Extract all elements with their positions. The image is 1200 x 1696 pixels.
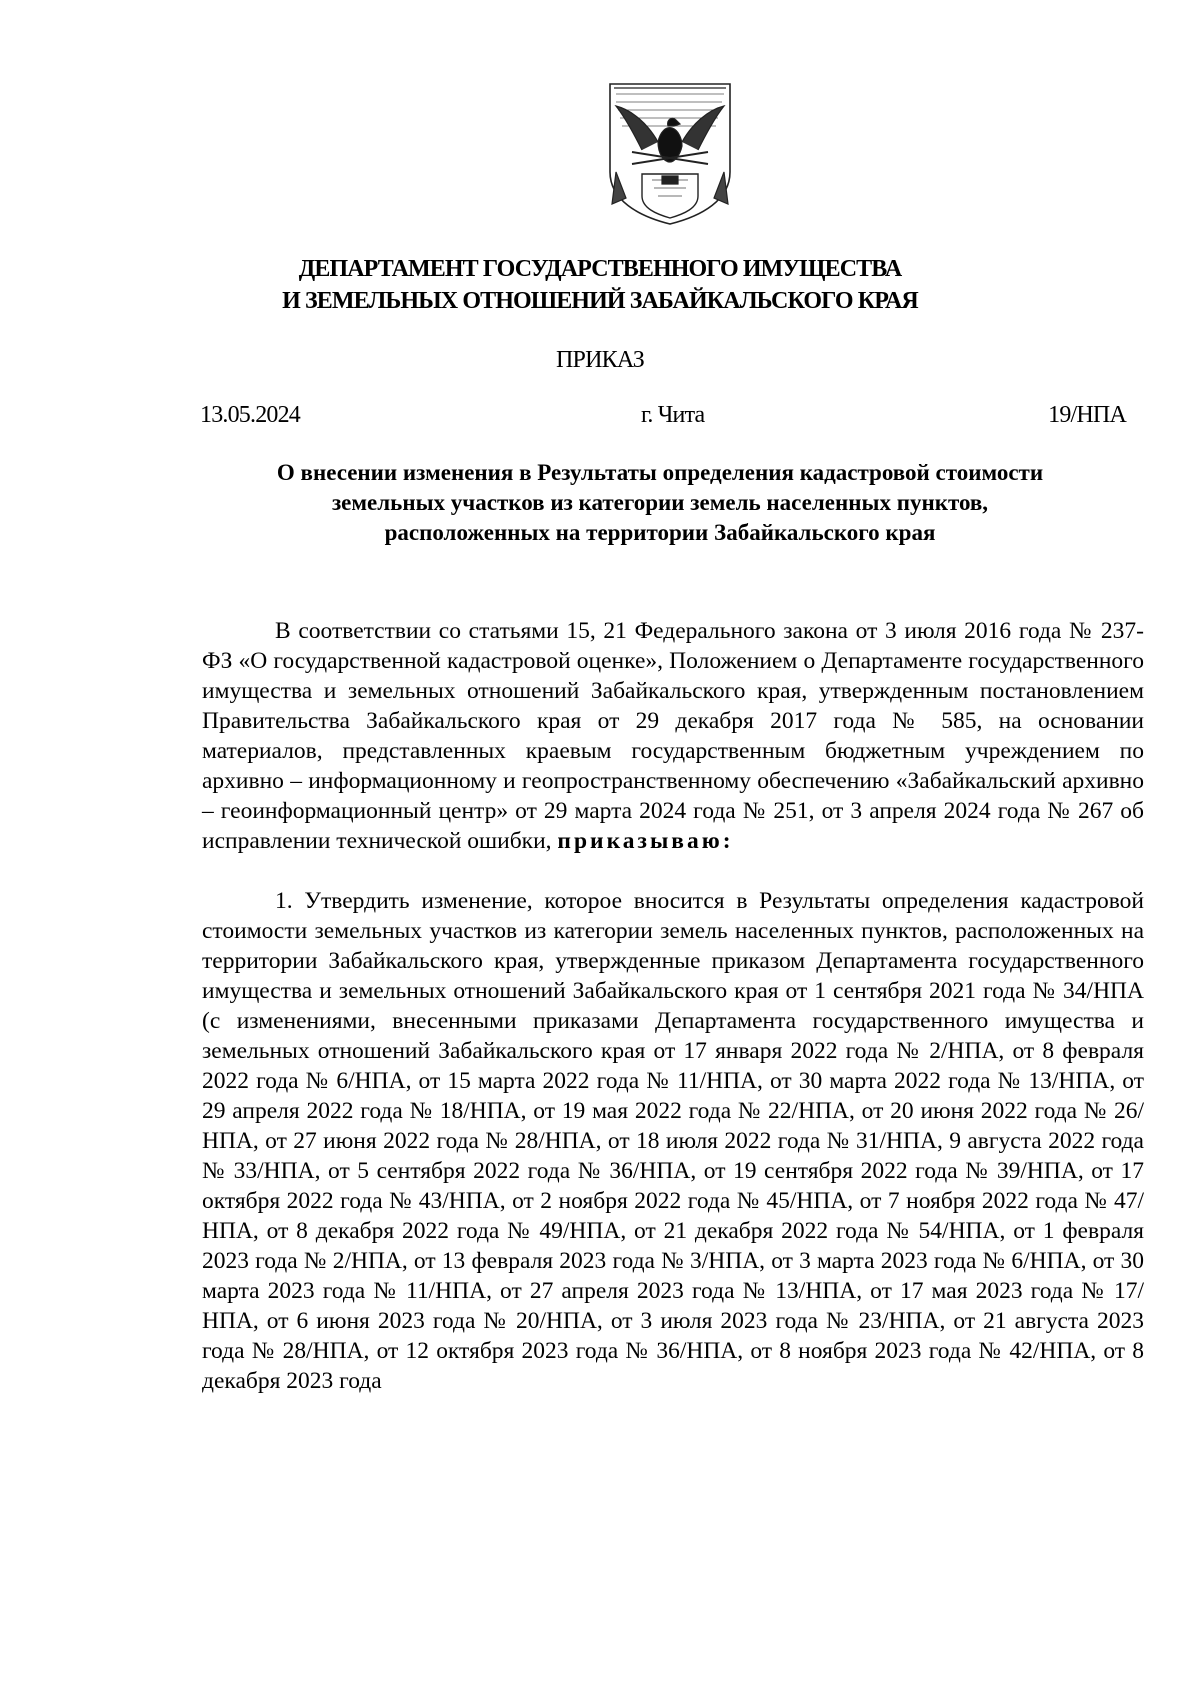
document-title: [180, 458, 1140, 548]
organization-name: [200, 253, 1000, 317]
document-body: [202, 616, 1144, 1396]
coat-of-arms-icon: [602, 80, 738, 226]
organization-line-1: ДЕПАРТАМЕНТ ГОСУДАРСТВЕННОГО ИМУЩЕСТВА: [298, 256, 902, 282]
title-line-1: О внесении изменения в Результаты определения кадастровой стоимости: [276, 460, 1044, 485]
preamble-paragraph: [202, 616, 1144, 856]
document-type: ПРИКАЗ: [556, 347, 644, 373]
order-keyword: приказываю:: [557, 828, 734, 854]
title-line-3: расположенных на территории Забайкальского края: [384, 520, 936, 545]
document-date: 13.05.2024: [200, 402, 301, 428]
organization-line-2: И ЗЕМЕЛЬНЫХ ОТНОШЕНИЙ ЗАБАЙКАЛЬСКОГО КРАЯ: [282, 288, 918, 314]
clause-1-paragraph: 1. Утвердить изменение, которое вносится в Результаты определения кадастровой стоимости земельных участков из категории земель населенных пунктов, расположенных на территории Забайкальского края, утвержденные приказом Департамента государственного имущества и земельных отношений Забайкальского края от 1 сентября 2021 года № 34/НПА (с изменениями, внесенными приказами Департамента государственного имущества и земельных отношений Забайкальского края от 17 января 2022 года № 2/НПА, от 8 февраля 2022 года № 6/НПА, от 15 марта 2022 года № 11/НПА, от 30 марта 2022 года № 13/НПА, от 29 апреля 2022 года № 18/НПА, от 19 мая 2022 года № 22/НПА, от 20 июня 2022 года № 26/НПА, от 27 июня 2022 года № 28/НПА, от 18 июля 2022 года № 31/НПА, 9 августа 2022 года № 33/НПА, от 5 сентября 2022 года № 36/НПА, от 19 сентября 2022 года № 39/НПА, от 17 октября 2022 года № 43/НПА, от 2 ноября 2022 года № 45/НПА, от 7 ноября 2022 года № 47/НПА, от 8 декабря 2022 года № 49/НПА, от 21 декабря 2022 года № 54/НПА, от 1 февраля 2023 года № 2/НПА, от 13 февраля 2023 года № 3/НПА, от 3 марта 2023 года № 6/НПА, от 30 марта 2023 года № 11/НПА, от 27 апреля 2023 года № 13/НПА, от 17 мая 2023 года № 17/НПА, от 6 июня 2023 года № 20/НПА, от 3 июля 2023 года № 23/НПА, от 21 августа 2023 года № 28/НПА, от 12 октября 2023 года № 36/НПА, от 8 ноября 2023 года № 42/НПА, от 8 декабря 2023 года: [202, 888, 1144, 1394]
document-number: 19/НПА: [1048, 402, 1126, 428]
title-line-2: земельных участков из категории земель населенных пунктов,: [331, 490, 989, 515]
preamble-text: В соответствии со статьями 15, 21 Федерального закона от 3 июля 2016 года № 237-ФЗ «О государственной кадастровой оценке», Положением о Департаменте государственного имущества и земельных отношений Забайкальского края, утвержденным постановлением Правительства Забайкальского края от 29 декабря 2017 года № 585, на основании материалов, представленных краевым государственным бюджетным учреждением по архивно – информационному и геопространственному обеспечению «Забайкальский архивно – геоинформационный центр» от 29 марта 2024 года № 251, от 3 апреля 2024 года № 267 об исправлении технической ошибки,: [202, 618, 1144, 854]
document-city: г. Чита: [641, 402, 705, 428]
